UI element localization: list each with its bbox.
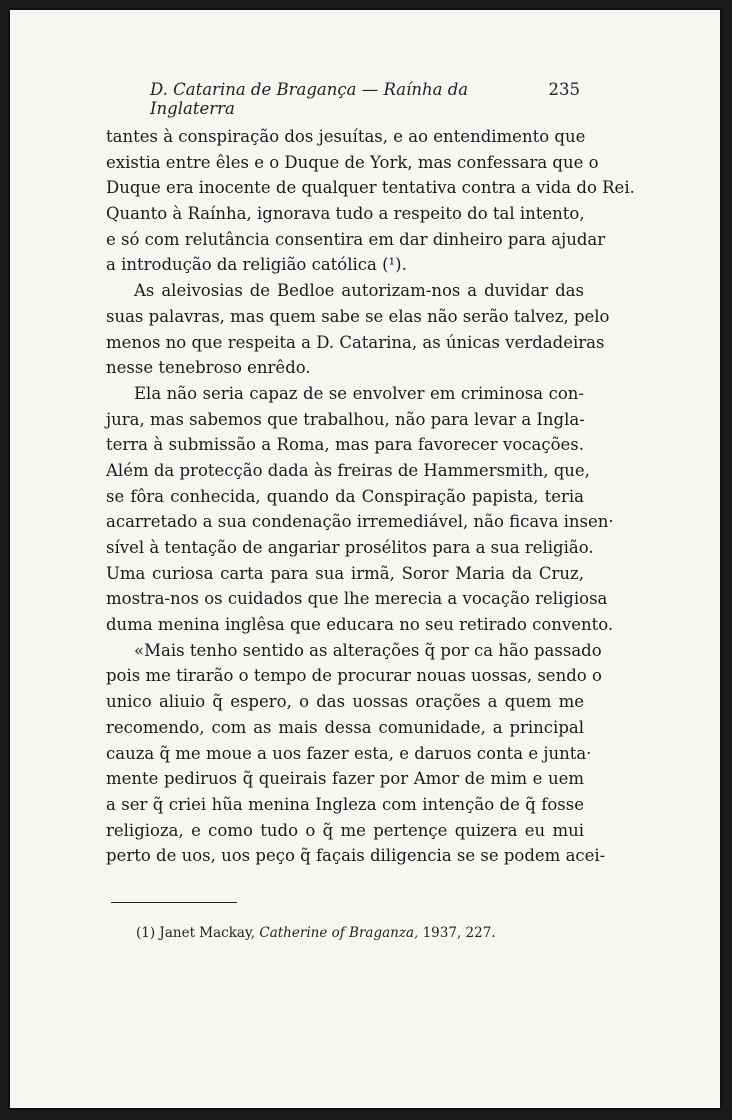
text-line: a ser q̃ criei hũa menina Ingleza com intenção de q̃ fosse: [106, 794, 584, 814]
text-line: menos no que respeita a D. Catarina, as únicas verdadeiras: [106, 332, 605, 352]
text-line: suas palavras, mas quem sabe se elas não serão talvez, pelo: [106, 306, 610, 326]
text-line: a introdução da religião católica (¹).: [106, 255, 407, 275]
text-line: mente pediruos q̃ queirais fazer por Amor de mim e uem: [106, 769, 584, 789]
footnote-details: 1937, 227.: [422, 925, 496, 941]
text-line: Duque era inocente de qualquer tentativa contra a vida do Rei.: [106, 178, 635, 198]
text-line: existia entre êles e o Duque de York, mas confessara que o: [106, 152, 599, 172]
text-line: duma menina inglêsa que educara no seu retirado convento.: [106, 615, 614, 635]
footnote-title: Catherine of Braganza,: [259, 925, 419, 941]
body-text: [106, 124, 635, 869]
text-line: «Mais tenho sentido as alterações q̃ por ca hão passado: [134, 640, 602, 660]
text-line: terra à submissão a Roma, mas para favorecer vocações.: [106, 435, 584, 455]
text-line: mostra-nos os cuidados que lhe merecia a vocação religiosa: [106, 589, 608, 609]
running-header: [150, 80, 580, 118]
text-line: acarretado a sua condenação irremediável, não ficava insen·: [106, 512, 614, 532]
text-line: Quanto à Raínha, ignorava tudo a respeito do tal intento,: [106, 204, 585, 224]
text-line: jura, mas sabemos que trabalhou, não para levar a Ingla-: [106, 409, 585, 429]
text-line: cauza q̃ me moue a uos fazer esta, e daruos conta e junta·: [106, 743, 592, 763]
text-line: As aleivosias de Bedloe autorizam-nos a duvidar das: [134, 281, 584, 301]
text-line: tantes à conspiração dos jesuítas, e ao entendimento que: [106, 127, 586, 146]
text-line: unico aliuio q̃ espero, o das uossas orações a quem me: [106, 692, 584, 712]
text-line: Além da protecção dada às freiras de Hammersmith, que,: [106, 460, 590, 480]
text-line: e só com relutância consentira em dar dinheiro para ajudar: [106, 229, 606, 249]
text-line: Uma curiosa carta para sua irmã, Soror Maria da Cruz,: [106, 563, 584, 583]
text-line: religioza, e como tudo o q̃ me pertençe quizera eu mui: [106, 820, 584, 840]
running-title: D. Catarina de Bragança — Raínha da Inglaterra: [150, 80, 469, 118]
text-line: perto de uos, uos peço q̃ façais diligencia se se podem acei-: [106, 846, 606, 866]
text-line: se fôra conhecida, quando da Conspiração papista, teria: [106, 486, 584, 506]
footnote-author: Janet Mackay,: [159, 925, 256, 941]
text-line: sível à tentação de angariar prosélitos para a sua religião.: [106, 538, 594, 557]
text-line: recomendo, com as mais dessa comunidade, a principal: [106, 717, 584, 737]
book-page: [8, 8, 722, 1110]
text-line: Ela não seria capaz de se envolver em criminosa con-: [134, 383, 584, 403]
footnote: [136, 925, 496, 941]
text-line: pois me tirarão o tempo de procurar nouas uossas, sendo o: [106, 666, 602, 686]
text-line: nesse tenebroso enrêdo.: [106, 358, 311, 378]
footnote-divider: [111, 902, 237, 903]
footnote-marker: (1): [136, 925, 156, 941]
page-number: 235: [548, 80, 580, 99]
